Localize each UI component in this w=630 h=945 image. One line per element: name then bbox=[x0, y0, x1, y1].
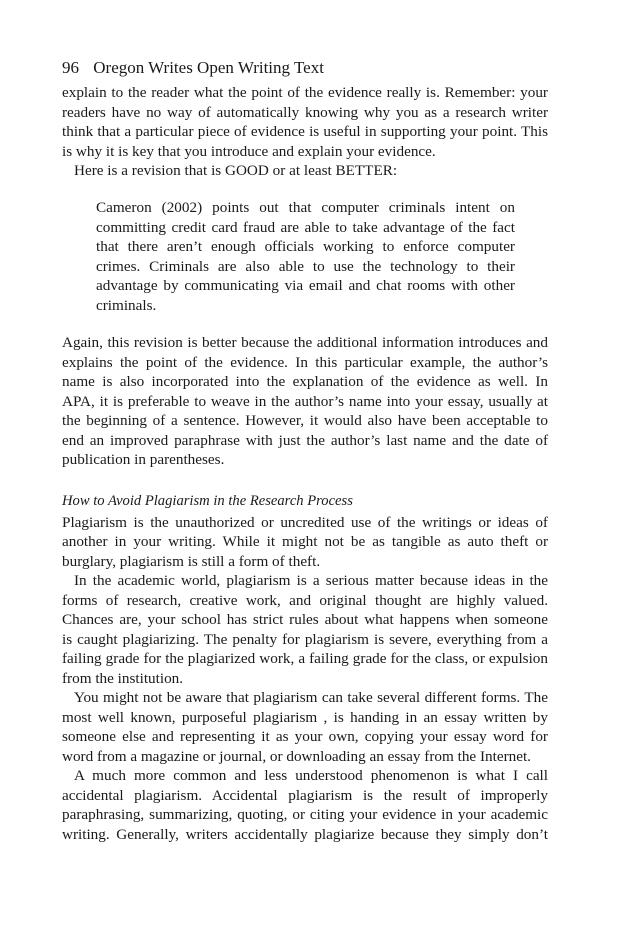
text-line: someone else and representing it as your own, copying your essay word for bbox=[62, 728, 548, 745]
text-line: readers have no way of automatically knowing why you as a research writer bbox=[62, 104, 548, 121]
quote-line: Cameron (2002) points out that computer criminals intent on bbox=[96, 199, 515, 216]
quote-line: crimes. Criminals are also able to use the technology to their bbox=[96, 258, 515, 275]
quote-line: committing credit card fraud are able to take advantage of the fact bbox=[96, 219, 515, 236]
text-line: writing. Generally, writers accidentally plagiarize because they simply don’t bbox=[62, 826, 548, 843]
quote-line: advantage by communicating via email and chat rooms with other bbox=[96, 277, 515, 294]
text-line: publication in parentheses. bbox=[62, 451, 225, 468]
text-line: from the institution. bbox=[62, 670, 184, 687]
text-line: accidental plagiarism. Accidental plagiarism is the result of improperly bbox=[62, 787, 548, 804]
text-line: the beginning of a sentence. However, it would also have been acceptable to bbox=[62, 412, 548, 429]
text-line: is why it is key that you introduce and explain your evidence. bbox=[62, 143, 436, 160]
quote-line: that there aren’t enough officials working to enforce computer bbox=[96, 238, 515, 255]
text-line: name is also incorporated into the explanation of the evidence as well. In bbox=[62, 373, 548, 390]
text-line: Chances are, your school has strict rules about what happens when someone bbox=[62, 611, 548, 628]
text-line: forms of research, creative work, and original thought are highly valued. bbox=[62, 592, 548, 609]
text-line: explain to the reader what the point of the evidence really is. Remember: your bbox=[62, 84, 548, 101]
text-line: another in your writing. While it might not be as tangible as auto theft or bbox=[62, 533, 548, 550]
text-line: failing grade for the plagiarized work, a failing grade for the class, or expulsion bbox=[62, 650, 548, 667]
text-line: think that a particular piece of evidence is useful in supporting your point. This bbox=[62, 123, 548, 140]
text-line: explains the point of the evidence. In this particular example, the author’s bbox=[62, 354, 548, 371]
text-line: word from a magazine or journal, or downloading an essay from the Internet. bbox=[62, 748, 531, 765]
text-line: end an improved paraphrase with just the author’s last name and the date of bbox=[62, 432, 548, 449]
quote-line: criminals. bbox=[96, 297, 157, 314]
text-line: Again, this revision is better because the additional information introduces and bbox=[62, 334, 548, 351]
text-line: A much more common and less understood phenomenon is what I call bbox=[74, 767, 548, 784]
text-line: Here is a revision that is GOOD or at least BETTER: bbox=[74, 162, 398, 179]
text-line: In the academic world, plagiarism is a serious matter because ideas in the bbox=[74, 572, 548, 589]
text-line: is caught plagiarizing. The penalty for plagiarism is severe, everything from a bbox=[62, 631, 548, 648]
section-heading: How to Avoid Plagiarism in the Research Process bbox=[62, 493, 353, 509]
text-line: APA, it is preferable to weave in the author’s name into your essay, usually at bbox=[62, 393, 548, 410]
text-line: You might not be aware that plagiarism can take several different forms. The bbox=[74, 689, 548, 706]
book-title: Oregon Writes Open Writing Text bbox=[93, 58, 324, 77]
text-line: Plagiarism is the unauthorized or uncredited use of the writings or ideas of bbox=[62, 514, 548, 531]
text-line: most well known, purposeful plagiarism , is handing in an essay written by bbox=[62, 709, 548, 726]
text-line: paraphrasing, summarizing, quoting, or citing your evidence in your academic bbox=[62, 806, 548, 823]
running-header bbox=[62, 58, 324, 78]
page-number: 96 bbox=[62, 58, 79, 77]
text-line: burglary, plagiarism is still a form of theft. bbox=[62, 553, 321, 570]
